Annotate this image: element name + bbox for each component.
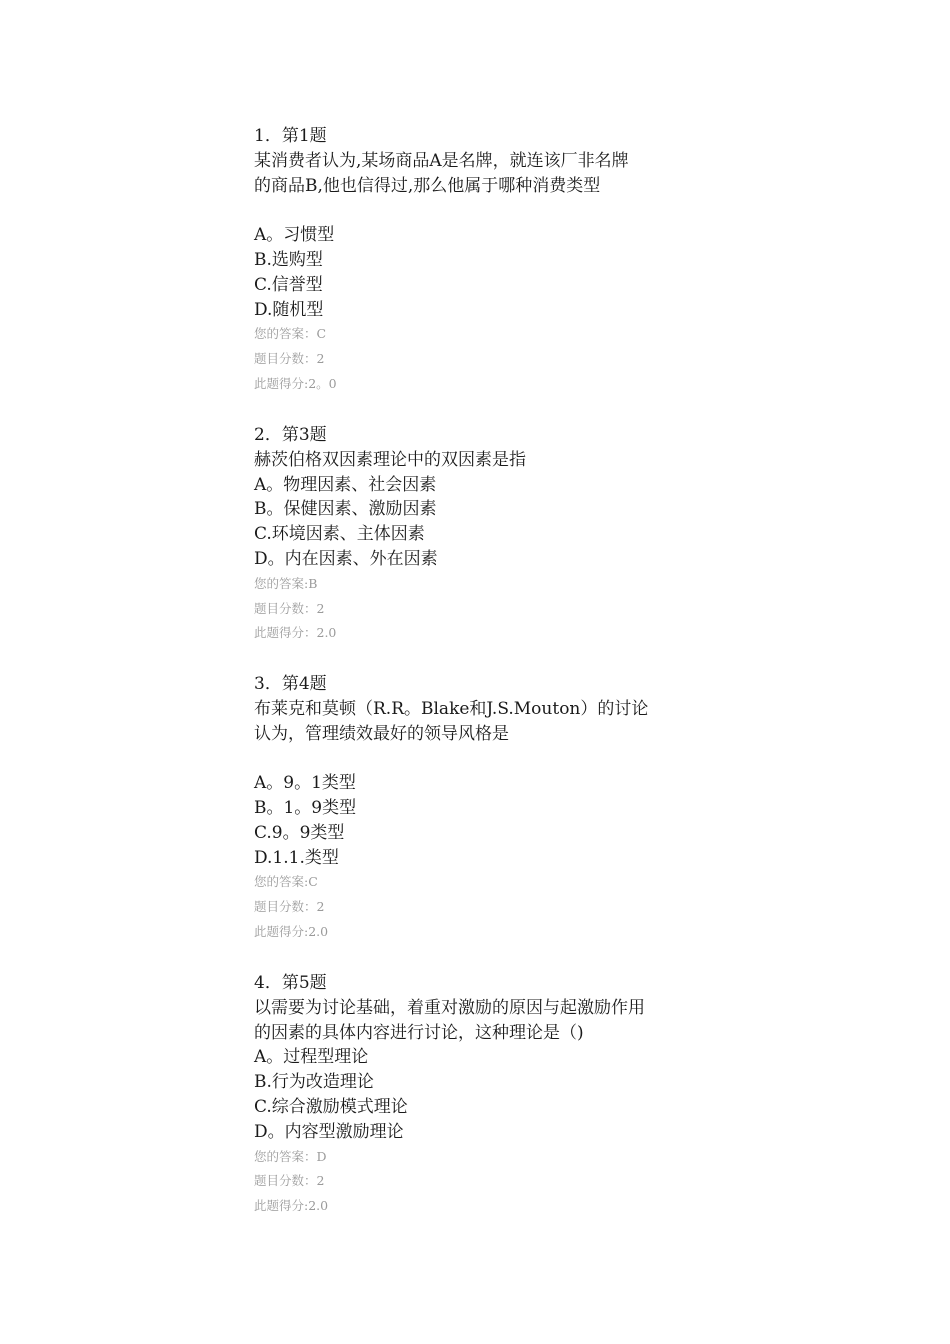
option-d: D.1.1.类型 xyxy=(254,847,339,868)
earned-score: 此题得分:2.0 xyxy=(254,923,329,939)
question-heading: 3．第4题 xyxy=(254,674,327,694)
option-a: A。物理因素、社会因素 xyxy=(254,474,437,495)
earned-score: 此题得分:2.0 xyxy=(254,1198,329,1214)
option-b: B。保健因素、激励因素 xyxy=(254,499,437,520)
question-score: 题目分数：2 xyxy=(254,600,325,616)
option-c: C.信誉型 xyxy=(254,274,323,295)
question-stem-line: 布莱克和莫顿（R.R。Blake和J.S.Mouton）的讨论 xyxy=(254,698,649,719)
earned-score: 此题得分:2。0 xyxy=(254,375,337,391)
option-d: D.随机型 xyxy=(254,299,324,320)
your-answer: 您的答案：D xyxy=(254,1148,327,1164)
your-answer: 您的答案:B xyxy=(254,575,318,591)
question-score: 题目分数：2 xyxy=(254,899,325,915)
option-b: B.行为改造理论 xyxy=(254,1072,374,1093)
question-stem-line: 赫茨伯格双因素理论中的双因素是指 xyxy=(254,449,526,470)
option-c: C.9。9类型 xyxy=(254,822,345,843)
question-stem-line: 以需要为讨论基础，着重对激励的原因与起激励作用 xyxy=(254,997,645,1018)
option-c: C.环境因素、主体因素 xyxy=(254,524,425,545)
question-heading: 2．第3题 xyxy=(254,425,327,445)
option-a: A。习惯型 xyxy=(254,225,335,246)
earned-score: 此题得分：2.0 xyxy=(254,625,337,641)
question-heading: 1．第1题 xyxy=(254,126,327,146)
question-stem-line: 的商品B,他也信得过,那么他属于哪种消费类型 xyxy=(254,175,601,196)
option-a: A。过程型理论 xyxy=(254,1047,369,1068)
question-score: 题目分数：2 xyxy=(254,351,325,367)
question-2 xyxy=(254,423,714,646)
spacer xyxy=(254,746,714,771)
question-score: 题目分数：2 xyxy=(254,1173,325,1189)
question-stem-line: 某消费者认为,某场商品A是名牌，就连该厂非名牌 xyxy=(254,150,629,171)
question-1 xyxy=(254,124,714,397)
question-4 xyxy=(254,971,714,1219)
question-stem-line: 的因素的具体内容进行讨论，这种理论是（) xyxy=(254,1022,584,1043)
option-d: D。内容型激励理论 xyxy=(254,1121,404,1142)
option-d: D。内在因素、外在因素 xyxy=(254,548,438,569)
option-a: A。9。1类型 xyxy=(254,773,356,794)
question-stem-line: 认为，管理绩效最好的领导风格是 xyxy=(254,723,509,744)
question-heading: 4．第5题 xyxy=(254,973,327,993)
question-3 xyxy=(254,672,714,945)
spacer xyxy=(254,198,714,223)
option-c: C.综合激励模式理论 xyxy=(254,1096,408,1117)
your-answer: 您的答案：C xyxy=(254,326,327,342)
option-b: B.选购型 xyxy=(254,249,323,270)
option-b: B。1。9类型 xyxy=(254,797,357,818)
your-answer: 您的答案:C xyxy=(254,874,318,890)
